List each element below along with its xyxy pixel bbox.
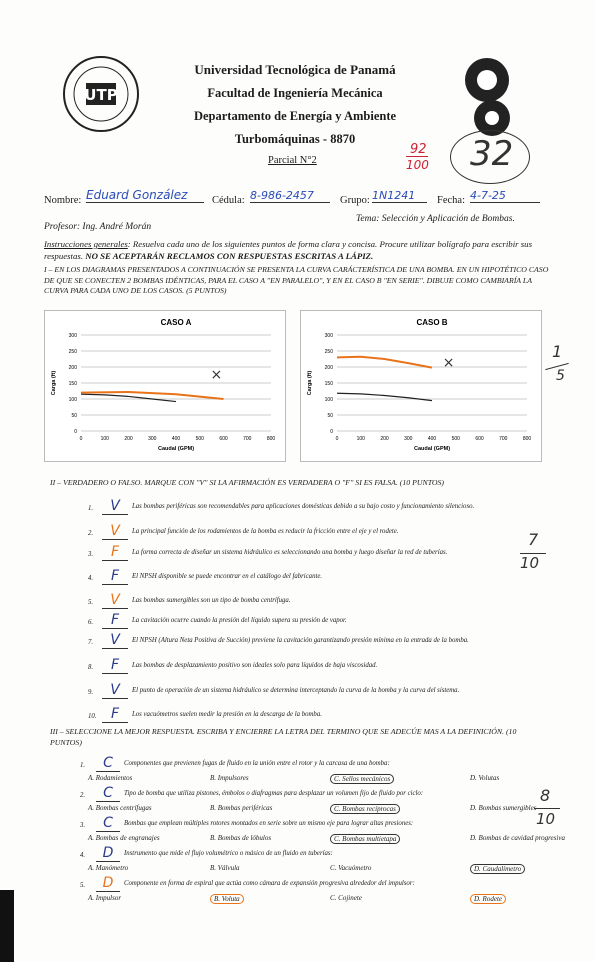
tf-item-number: 10.: [88, 713, 97, 720]
mc-answer-field[interactable]: D: [96, 845, 120, 862]
tf-statement: Las bombas sumergibles son un tipo de bomba centrífuga.: [132, 597, 291, 604]
tf-item-number: 7.: [88, 639, 94, 646]
section1-score-top: 1: [552, 342, 563, 361]
tf-item-number: 2.: [88, 530, 94, 537]
y-tick-label: 300: [68, 333, 77, 339]
x-tick-label: 700: [243, 436, 252, 442]
mc-question: Tipo de bomba que utiliza pistones, émbolos o diafragmas para desplazar un volumen fijo de fluido por ciclo:: [124, 790, 424, 797]
gear-logo-icon: [452, 50, 522, 140]
exam-title: Parcial N°2: [268, 155, 317, 166]
tf-statement: La forma correcta de diseñar un sistema hidráulico es seleccionando una bomba y luego diseñar la red de tuberías.: [132, 549, 448, 556]
section1-score-bottom: 5: [556, 368, 565, 384]
chart-caso-a: [44, 310, 286, 462]
y-tick-label: 50: [71, 413, 77, 419]
mc-option[interactable]: B. Válvula: [210, 864, 240, 872]
x-tick-label: 600: [219, 436, 228, 442]
mc-answer-field[interactable]: C: [96, 785, 120, 802]
tf-statement: El NPSH (Altura Neta Positiva de Succión) previene la cavitación garantizando presión mínima en la entrada de la bomba.: [132, 637, 469, 644]
chart-b-svg: [301, 311, 541, 461]
group-field[interactable]: 1N1241: [372, 189, 427, 203]
tf-statement: La cavitación ocurre cuando la presión del líquido supera su presión de vapor.: [132, 617, 347, 624]
y-tick-label: 200: [68, 365, 77, 371]
mc-option[interactable]: A. Bombas de engranajes: [88, 834, 160, 842]
tf-answer-field[interactable]: V: [102, 682, 128, 699]
date-field[interactable]: 4-7-25: [470, 189, 540, 203]
tf-item-number: 5.: [88, 599, 94, 606]
operating-point-mark: ×: [210, 367, 223, 383]
section2-title: II – VERDADERO O FALSO. MARQUE CON "V" SI LA AFIRMACIÓN ES VERDADERA O "F" SI ES FALSA. (10 PUNTOS): [50, 478, 445, 487]
mc-item-number: 2.: [80, 792, 86, 799]
chart-title: CASO A: [160, 318, 192, 327]
mc-option[interactable]: B. Impulsores: [210, 774, 249, 782]
x-tick-label: 100: [356, 436, 365, 442]
section2-score-top: 7: [528, 530, 539, 549]
drawn-curve-line: [337, 357, 432, 368]
y-tick-label: 100: [68, 397, 77, 403]
x-axis-label: Caudal (GPM): [413, 446, 451, 452]
x-tick-label: 800: [266, 436, 276, 442]
mc-option[interactable]: D. Bombas de cavidad progresiva: [470, 834, 565, 842]
name-label: Nombre:: [44, 195, 82, 206]
university-seal: [62, 55, 140, 133]
mc-item-number: 3.: [80, 822, 86, 829]
group-label: Grupo:: [340, 195, 370, 206]
x-tick-label: 700: [499, 436, 508, 442]
tf-statement: Los vacuómetros suelen medir la presión en la descarga de la bomba.: [132, 711, 322, 718]
mc-option[interactable]: D. Volutas: [470, 774, 500, 782]
x-tick-label: 200: [380, 436, 389, 442]
chart-a-svg: [45, 311, 285, 461]
y-tick-label: 150: [324, 381, 333, 387]
x-tick-label: 500: [195, 436, 204, 442]
mc-option[interactable]: B. Voluta: [210, 894, 244, 904]
mc-option[interactable]: A. Bombas centrífugas: [88, 804, 152, 812]
pump-curve-line: [337, 393, 432, 400]
mc-option[interactable]: A. Manómetro: [88, 864, 129, 872]
tf-item-number: 9.: [88, 689, 94, 696]
tf-item-number: 4.: [88, 575, 94, 582]
mc-option[interactable]: C. Vacuómetro: [330, 864, 372, 872]
y-tick-label: 50: [327, 413, 333, 419]
mc-answer-field[interactable]: C: [96, 755, 120, 772]
x-tick-label: 0: [79, 436, 83, 442]
mc-option[interactable]: D. Rodete: [470, 894, 506, 904]
x-tick-label: 300: [148, 436, 157, 442]
tf-answer-field[interactable]: V: [102, 592, 128, 609]
instructions-bold: NO SE ACEPTARÁN RECLAMOS CON RESPUESTAS ESCRITAS A LÁPIZ.: [85, 251, 374, 261]
tf-statement: La principal función de los rodamientos de la bomba es reducir la fricción entre el eje y el rodete.: [132, 528, 399, 535]
mc-option[interactable]: A. Impulsor: [88, 894, 122, 902]
mc-option[interactable]: B. Bombas de lóbulos: [210, 834, 272, 842]
course-name: Turbomáquinas - 8870: [234, 132, 356, 146]
name-field[interactable]: Eduard González: [86, 188, 204, 203]
tf-answer-field[interactable]: F: [102, 706, 128, 723]
section2-score-bottom: 10: [520, 554, 540, 572]
x-tick-label: 400: [171, 436, 181, 442]
tf-answer-field[interactable]: V: [102, 523, 128, 540]
y-tick-label: 250: [68, 349, 77, 355]
tf-statement: Las bombas de desplazamiento positivo son ideales solo para líquidos de baja viscosidad.: [132, 662, 378, 669]
mc-option[interactable]: D. Bombas sumergibles: [470, 804, 537, 812]
tf-answer-field[interactable]: V: [102, 498, 128, 515]
section3-title: III – SELECCIONE LA MEJOR RESPUESTA. ESCRIBA Y ENCIERRE LA LETRA DEL TERMINO QUE SE ADECÚE MAS A LA DEFINICIÓN. (10 PUNTOS): [50, 727, 517, 747]
section3-score-line: [534, 808, 560, 809]
tf-item-number: 6.: [88, 619, 94, 626]
section1-title: I – EN LOS DIAGRAMAS PRESENTADOS A CONTINUACIÓN SE PRESENTA LA CURVA CARÁCTERÍSTICA DE UNA BOMBA. EN UN HIPOTÉTICO CASO DE QUE SE CONECTEN 2 BOMBAS IDÉNTICAS, PARA EL CASO A "EN PARALELO", Y EN EL CASO B "EN SERIE". DIBUJE COMO CAMBIARÍA LA CURVA PARA CADA UNO DE LOS CASOS. (5 PUNTOS): [44, 265, 549, 295]
tf-answer-field[interactable]: F: [102, 657, 128, 674]
mc-answer-field[interactable]: D: [96, 875, 120, 892]
y-axis-label: Carga (ft): [51, 370, 57, 396]
tf-statement: El NPSH disponible se puede encontrar en el catálogo del fabricante.: [132, 573, 323, 580]
faculty-name: Facultad de Ingeniería Mecánica: [207, 86, 383, 100]
tf-item-number: 8.: [88, 664, 94, 671]
tf-answer-field[interactable]: V: [102, 632, 128, 649]
mc-question: Instrumento que mide el flujo volumétrico o másico de un fluido en tuberías:: [124, 850, 333, 857]
mc-option[interactable]: C. Bombas multietapa: [330, 834, 400, 844]
university-name: Universidad Tecnológica de Panamá: [194, 62, 396, 77]
x-axis-label: Caudal (GPM): [157, 446, 195, 452]
x-tick-label: 0: [335, 436, 339, 442]
operating-point-mark: ×: [442, 355, 455, 372]
date-label: Fecha:: [437, 195, 465, 206]
mc-option[interactable]: C. Cojinete: [330, 894, 362, 902]
x-tick-label: 300: [404, 436, 413, 442]
tf-item-number: 1.: [88, 505, 94, 512]
x-tick-label: 600: [475, 436, 484, 442]
score-fraction-line: [406, 156, 428, 157]
x-tick-label: 200: [124, 436, 133, 442]
y-tick-label: 200: [324, 365, 333, 371]
x-tick-label: 400: [427, 436, 437, 442]
tf-item-number: 3.: [88, 551, 94, 558]
tf-answer-field[interactable]: F: [102, 568, 128, 585]
y-tick-label: 250: [324, 349, 333, 355]
scan-edge: [0, 890, 14, 962]
chart-caso-b: [300, 310, 542, 462]
x-tick-label: 800: [522, 436, 532, 442]
instructions-text: : Resuelva cada uno de los siguientes puntos de forma clara y concisa. Procure utilizar bolígrafo para escribir sus respuestas.: [44, 239, 533, 261]
mc-item-number: 5.: [80, 882, 86, 889]
score-fraction-bottom: 100: [406, 158, 429, 172]
y-tick-label: 150: [68, 381, 77, 387]
y-tick-label: 100: [324, 397, 333, 403]
mc-option[interactable]: B. Bombas periféricas: [210, 804, 273, 812]
mc-option[interactable]: A. Rodamientos: [88, 774, 133, 782]
y-tick-label: 0: [330, 429, 333, 435]
mc-question: Componentes que previenen fugas de fluido en la unión entre el rotor y la carcasa de una bomba:: [124, 760, 390, 767]
professor-text: Profesor: Ing. André Morán: [44, 222, 152, 232]
mc-option[interactable]: C. Bombas recíprocas: [330, 804, 400, 814]
cedula-label: Cédula:: [212, 195, 245, 206]
drawn-curve-line: [81, 392, 224, 399]
tf-answer-field[interactable]: F: [102, 544, 128, 561]
topic-text: Tema: Selección y Aplicación de Bombas.: [356, 214, 515, 224]
tf-statement: Las bombas periféricas son recomendables para aplicaciones domésticas debido a su bajo costo y funcionamiento silencioso.: [132, 503, 475, 510]
x-tick-label: 500: [451, 436, 460, 442]
pump-curve-line: [81, 394, 176, 401]
mc-option[interactable]: D. Caudalímetro: [470, 864, 525, 874]
y-axis-label: Carga (ft): [307, 370, 313, 396]
score-fraction-top: 92: [410, 142, 427, 157]
mc-option[interactable]: C. Sellos mecánicos: [330, 774, 394, 784]
score-circled-value: 32: [470, 134, 514, 174]
department-name: Departamento de Energía y Ambiente: [193, 109, 397, 123]
seal-logo-text: UTP: [84, 86, 118, 104]
y-tick-label: 0: [74, 429, 77, 435]
x-tick-label: 100: [100, 436, 109, 442]
mc-answer-field[interactable]: C: [96, 815, 120, 832]
mc-question: Bombas que emplean múltiples rotores montados en serie sobre un mismo eje para lograr altas presiones:: [124, 820, 414, 827]
instructions: [44, 238, 549, 262]
instructions-label: Instrucciones generales: [44, 239, 128, 249]
mc-item-number: 4.: [80, 852, 86, 859]
tf-statement: El punto de operación de un sistema hidráulico se determina interceptando la curva de la bomba y la curva del sistema.: [132, 687, 460, 694]
chart-title: CASO B: [416, 318, 448, 327]
mc-item-number: 1.: [80, 762, 86, 769]
section3-score-top: 8: [540, 786, 551, 805]
cedula-field[interactable]: 8-986-2457: [250, 189, 330, 203]
tf-answer-field[interactable]: F: [102, 612, 128, 629]
section3-score-bottom: 10: [536, 810, 556, 828]
mc-question: Componente en forma de espiral que actúa como cámara de expansión progresiva alrededor del impulsor:: [124, 880, 415, 887]
y-tick-label: 300: [324, 333, 333, 339]
